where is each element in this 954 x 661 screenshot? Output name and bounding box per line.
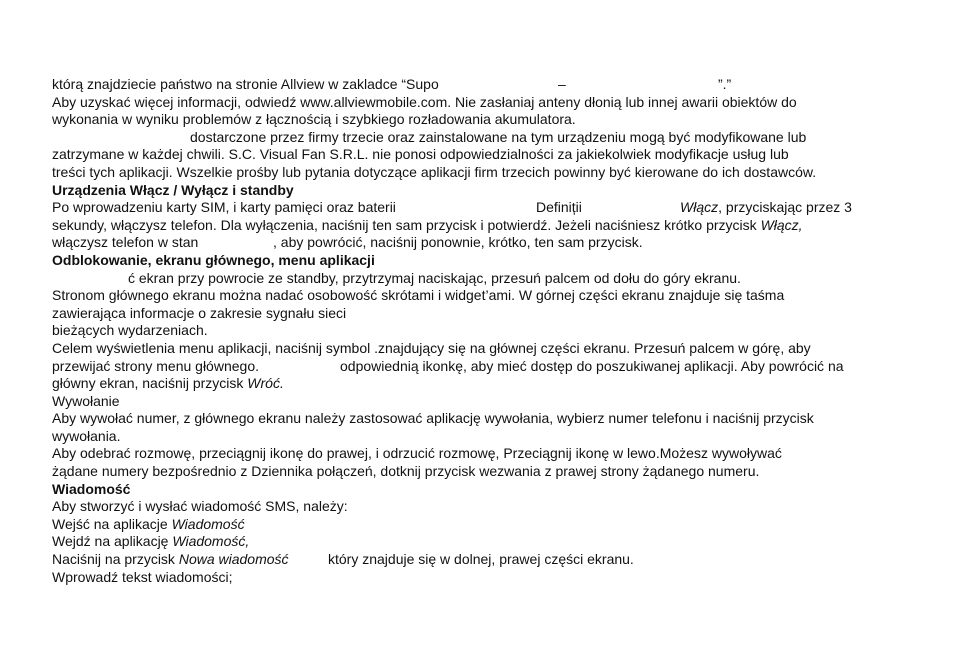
document-page xyxy=(52,76,912,586)
text-segment: włączysz telefon w stan xyxy=(52,234,199,251)
text-segment: Wejdź na aplikację xyxy=(52,533,169,550)
text-line: treści tych aplikacji. Wszelkie prośby lub pytania dotyczące aplikacji firm trzecich powinny być kierowane do ich dostawców. xyxy=(52,163,817,180)
text-segment: , aby powrócić, naciśnij ponownie, krótko, ten sam przycisk. xyxy=(273,234,643,251)
text-line: Aby odebrać rozmowę, przeciągnij ikonę do prawej, i odrzucić rozmowę, Przeciągnij ikonę w lewo.Możesz wywoływać xyxy=(52,445,782,462)
app-name: Wiadomość xyxy=(171,515,245,532)
text-segment: Po wprowadzeniu karty SIM, i karty pamięci oraz baterii xyxy=(52,199,396,216)
text-line: Wprowadź tekst wiadomości; xyxy=(52,568,233,585)
text-segment: , przyciskając przez 3 xyxy=(718,199,852,216)
text-line xyxy=(52,375,912,393)
text-line: Aby stworzyć i wysłać wiadomość SMS, należy: xyxy=(52,498,348,515)
section-heading-message: Wiadomość xyxy=(52,480,131,497)
new-message-button-name: Nowa wiadomość xyxy=(178,551,289,568)
text-segment: sekundy, włączysz telefon. Dla wyłączenia, naciśnij ten sam przycisk i potwierdź. Jeżeli naciśniesz krótko przycisk xyxy=(52,216,757,233)
closing-quote: ”.” xyxy=(718,76,732,92)
text-segment: przewijać strony menu głównego. xyxy=(52,357,259,374)
text-line: wykonania w wyniku problemów z łącznością i szybkiego rozładowania akumulatora. xyxy=(52,111,576,128)
text-segment: odpowiednią ikonkę, aby mieć dostęp do poszukiwanej aplikacji. Aby powrócić na xyxy=(340,357,844,374)
back-button-name: Wróć. xyxy=(247,375,284,392)
text-segment: Wejść na aplikacje xyxy=(52,515,168,532)
text-line: Celem wyświetlenia menu aplikacji, naciśnij symbol .znajdujący się na głównej części ekranu. Przesuń palcem w górę, aby xyxy=(52,339,811,356)
section-heading-unlock: Odblokowanie, ekranu głównego, menu aplikacji xyxy=(52,251,375,268)
text-line: bieżących wydarzeniach. xyxy=(52,322,208,339)
text-line xyxy=(52,551,912,569)
text-line xyxy=(52,270,912,288)
text-segment: dostarczone przez firmy trzecie oraz zainstalowane na tym urządzeniu mogą być modyfikowane lub xyxy=(190,128,807,145)
dash: – xyxy=(558,76,566,92)
text-line: wywołania. xyxy=(52,427,121,444)
subheading-call: Wywołanie xyxy=(52,392,120,409)
app-name: Wiadomość, xyxy=(172,533,250,550)
text-line xyxy=(52,358,912,376)
text-line xyxy=(52,516,912,534)
text-line: żądane numery bezpośrednio z Dziennika połączeń, dotknij przycisk wezwania z prawej strony żądanego numeru. xyxy=(52,463,760,480)
power-button-name: Włącz xyxy=(680,199,719,216)
text-line xyxy=(52,76,912,94)
text-segment: Definițiі xyxy=(536,199,582,216)
text-segment: którą znajdziecie państwo na stronie Allview w zakladce “Supo xyxy=(52,76,439,92)
section-heading-power: Urządzenia Włącz / Wyłącz i standby xyxy=(52,181,294,198)
text-line xyxy=(52,533,912,551)
text-segment: główny ekran, naciśnij przycisk xyxy=(52,375,244,392)
text-segment: Naciśnij na przycisk xyxy=(52,551,175,568)
text-segment: który znajduje się w dolnej, prawej części ekranu. xyxy=(328,551,634,568)
text-line: zatrzymane w każdej chwili. S.C. Visual Fan S.R.L. nie ponosi odpowiedzialności za jakiekolwiek modyfikacje usług lub xyxy=(52,146,789,163)
text-line xyxy=(52,217,912,235)
text-line xyxy=(52,234,912,252)
power-button-name: Włącz, xyxy=(760,216,803,233)
text-line xyxy=(52,129,912,147)
text-line xyxy=(52,199,912,217)
text-line: zawierająca informacje o zakresie sygnału sieci xyxy=(52,304,347,321)
text-line: Aby wywołać numer, z głównego ekranu należy zastosować aplikację wywołania, wybierz numer telefonu i naciśnij przycisk xyxy=(52,410,814,427)
text-segment: ć ekran przy powrocie ze standby, przytrzymaj naciskając, przesuń palcem od dołu do góry ekranu. xyxy=(128,269,741,286)
text-line: Stronom głównego ekranu można nadać osobowość skrótami i widget’ami. W górnej części ekranu znajduje się taśma xyxy=(52,287,785,304)
text-line: Aby uzyskać więcej informacji, odwiedź www.allviewmobile.com. Nie zasłaniaj anteny dłonią lub innej awarii obiektów do xyxy=(52,93,797,110)
